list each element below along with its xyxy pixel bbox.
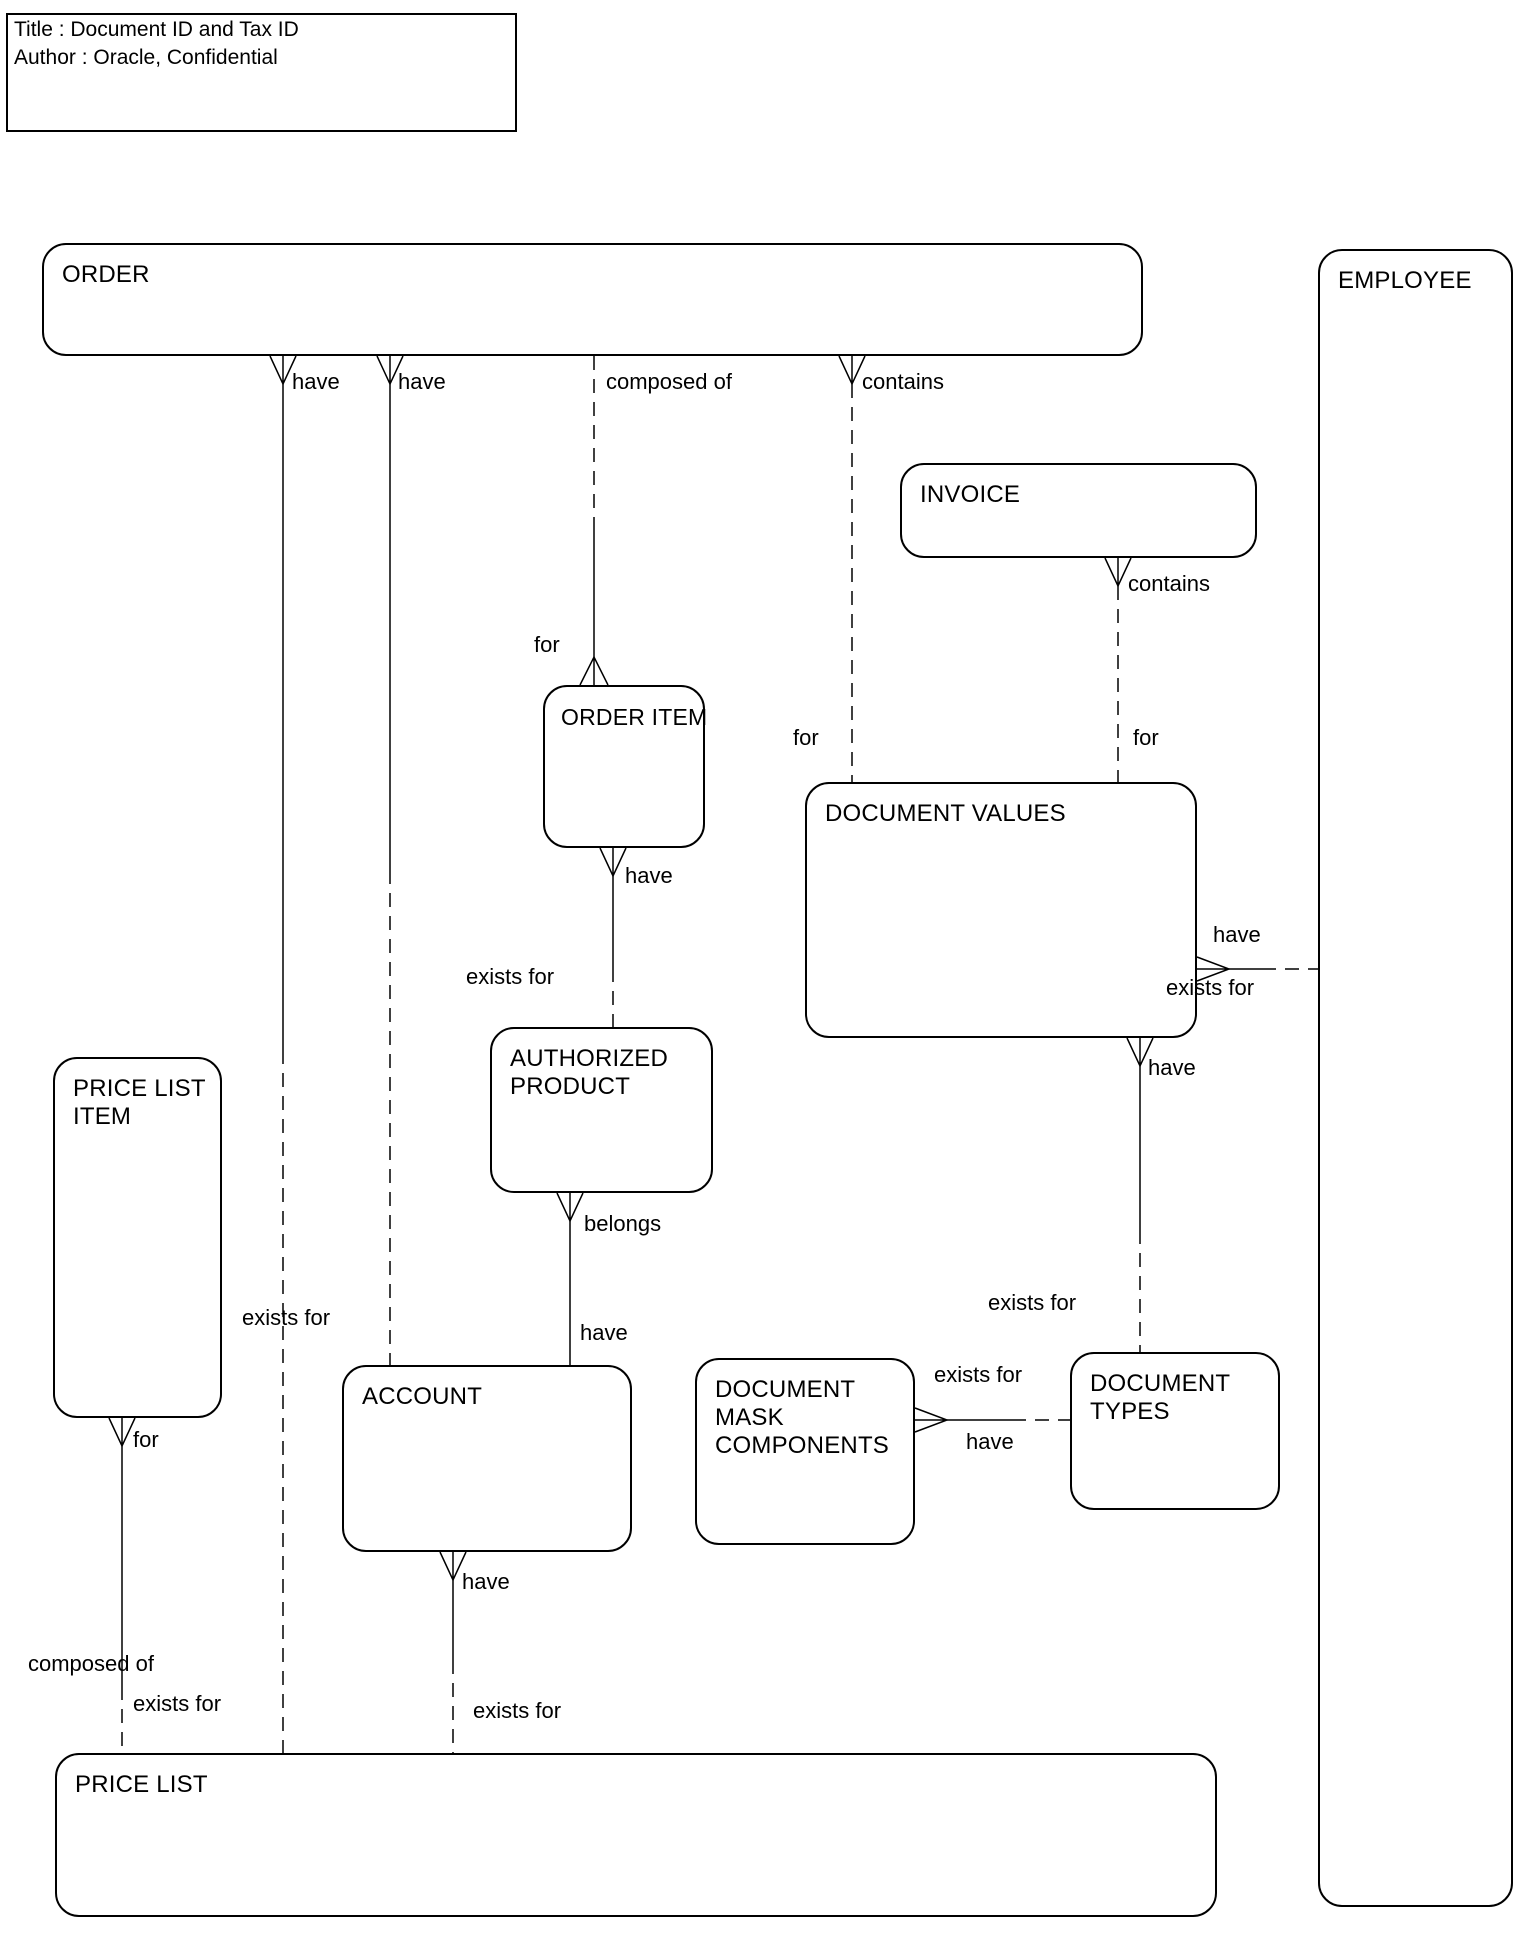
entity-invoice [900,463,1257,558]
entity-order-item [543,685,708,848]
rel-label-invoice-docvalues-contains: contains [1128,571,1210,596]
rel-label-authproduct-account-belongs: belongs [584,1211,662,1236]
entity-employee-label: EMPLOYEE [1338,267,1472,294]
entity-document-types-label: DOCUMENT TYPES [1090,1370,1230,1425]
rel-label-account-pricelist-have: have [462,1569,510,1594]
rel-label-order-orderitem-for: for [534,632,560,657]
entity-document-values-label: DOCUMENT VALUES [825,800,1066,827]
rel-label-authproduct-account-have: have [580,1320,628,1345]
rel-label-order-orderitem-composed-of: composed of [606,369,732,394]
entity-price-list [55,1753,1217,1917]
rel-label-order-docvalues-for: for [793,725,819,750]
rel-label-orderitem-authproduct-exists-for: exists for [466,964,555,989]
diagram-title: Title : Document ID and Tax ID [14,18,299,41]
rel-label-order-account-have: have [398,369,446,394]
rel-label-order-docvalues-contains: contains [862,369,944,394]
rel-label-pricelistitem-pricelist-exists-for: exists for [133,1691,222,1716]
rel-label-docvalues-doctypes-have: have [1148,1055,1196,1080]
entity-order-label: ORDER [62,261,150,288]
rel-label-order-pricelist-exists-for: exists for [242,1305,331,1330]
entity-order [42,243,1143,356]
entity-invoice-label: INVOICE [920,481,1021,508]
entity-price-list-item [53,1057,222,1418]
entity-document-mask-components [695,1358,915,1545]
entity-authorized-product [490,1027,713,1193]
rel-label-pricelistitem-pricelist-composed-of: composed of [28,1651,154,1676]
entity-price-list-item-label: PRICE LIST ITEM [73,1075,206,1130]
rel-label-invoice-docvalues-for: for [1133,725,1159,750]
entity-order-item-label: ORDER ITEM [561,704,708,730]
entity-account [342,1365,632,1552]
entity-employee [1318,249,1513,1907]
rel-label-order-pricelist-have: have [292,369,340,394]
diagram-title-box [6,13,517,132]
entity-document-mask-components-label: DOCUMENT MASK COMPONENTS [715,1376,890,1459]
entity-document-types [1070,1352,1280,1510]
entity-authorized-product-label: AUTHORIZED PRODUCT [510,1045,668,1100]
rel-label-docvalues-employee-have: have [1213,922,1261,947]
rel-label-dmc-doctypes-have: have [966,1429,1014,1454]
rel-label-pricelistitem-pricelist-for: for [133,1427,159,1452]
diagram-author: Author : Oracle, Confidential [14,46,278,69]
rel-label-account-pricelist-exists-for: exists for [473,1698,562,1723]
rel-label-dmc-doctypes-exists-for: exists for [934,1362,1023,1387]
rel-label-docvalues-doctypes-exists-for: exists for [988,1290,1077,1315]
rel-label-docvalues-employee-exists-for: exists for [1166,975,1255,1000]
entity-price-list-label: PRICE LIST [75,1771,208,1798]
entity-account-label: ACCOUNT [362,1383,483,1410]
entity-document-values [805,782,1197,1038]
rel-label-orderitem-authproduct-have: have [625,863,673,888]
